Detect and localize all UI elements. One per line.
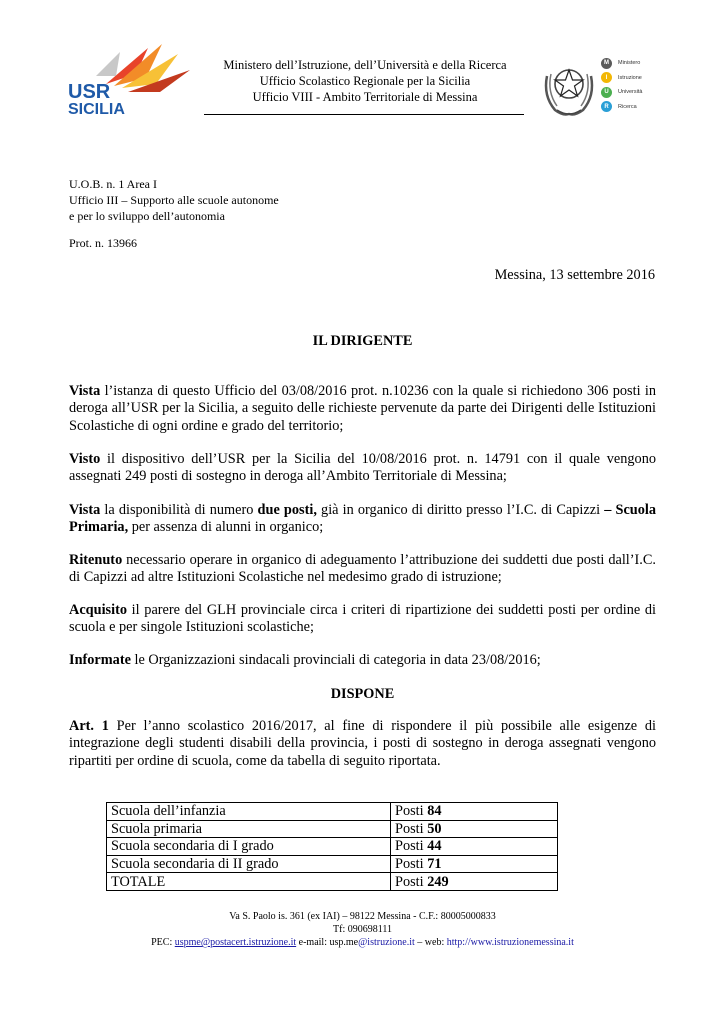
table-cell-posts	[391, 803, 558, 821]
paragraph-text: per assenza di alunni in organico;	[128, 519, 324, 536]
miur-item-universita	[601, 85, 661, 100]
header-line-regional-office: Ufficio Scolastico Regionale per la Sicilia	[259, 74, 471, 88]
miur-dot-icon: U	[601, 87, 612, 98]
paragraph-acquisito	[69, 602, 656, 637]
office-ufficio-cont: e per lo sviluppo dell’autonomia	[69, 209, 225, 223]
paragraph-text: il dispositivo dell’USR per la Sicilia del 10/08/2016 prot. n. 14791 con il quale vengono assegnati 249 posti di sostegno in deroga all’Ambito Territoriale di Messina;	[69, 451, 656, 485]
logo-text-usr: USR	[68, 81, 111, 103]
miur-label: Ricerca	[618, 103, 637, 110]
logo-text-sicilia: SICILIA	[68, 101, 125, 116]
table-cell-posts	[391, 820, 558, 838]
table-row	[107, 803, 558, 821]
office-ufficio: Ufficio III – Supporto alle scuole autonome	[69, 193, 279, 207]
website-link[interactable]: http://www.istruzionemessina.it	[446, 937, 574, 948]
paragraph-vista-disponibilita	[69, 502, 656, 537]
article-number: Art. 1	[69, 718, 109, 734]
keyword: Vista	[69, 502, 101, 518]
header-divider	[204, 114, 524, 115]
footer	[0, 910, 725, 949]
miur-item-ministero	[601, 56, 661, 71]
header-line-ministry: Ministero dell’Istruzione, dell’Università e della Ricerca	[223, 58, 507, 72]
posts-prefix: Posti	[395, 803, 428, 820]
paragraph-text: l’istanza di questo Ufficio del 03/08/2016 prot. n.10236 con la quale si richiedono 306 posti in deroga all’USR per la Sicilia, a seguito delle richieste pervenute da parte dei Dirigenti delle Istituzioni Scolastiche di ogni ordine e grado del territorio;	[69, 383, 656, 434]
posts-table	[106, 802, 558, 891]
office-uob: U.O.B. n. 1 Area I	[69, 177, 157, 191]
posts-prefix: Posti	[395, 838, 428, 855]
table-cell-posts	[391, 873, 558, 891]
emphasis: – Scuola Primaria,	[69, 502, 657, 536]
table-cell-school: Scuola dell’infanzia	[107, 803, 391, 821]
table-cell-school: Scuola primaria	[107, 820, 391, 838]
paragraph-informate	[69, 652, 656, 669]
miur-dot-icon: M	[601, 58, 612, 69]
italian-republic-emblem-icon	[541, 56, 597, 118]
table-cell-posts	[391, 855, 558, 873]
paragraph-ritenuto	[69, 552, 656, 587]
office-block	[69, 176, 389, 224]
heading-dispone: DISPONE	[330, 686, 395, 702]
posts-table-wrapper	[106, 802, 558, 891]
footer-web-label: – web:	[414, 937, 447, 948]
miur-label: Ministero	[618, 60, 641, 67]
miur-label: Università	[618, 89, 643, 96]
footer-address: Va S. Paolo is. 361 (ex IAI) – 98122 Messina - C.F.: 80005000833	[229, 911, 496, 922]
keyword: Vista	[69, 383, 101, 399]
keyword: Visto	[69, 451, 101, 467]
posts-prefix: Posti	[395, 856, 428, 873]
miur-item-istruzione	[601, 71, 661, 86]
header-line-ambito: Ufficio VIII - Ambito Territoriale di Messina	[252, 90, 478, 104]
miur-dot-icon: I	[601, 72, 612, 83]
table-cell-school: Scuola secondaria di I grado	[107, 838, 391, 856]
posts-value: 71	[427, 856, 442, 873]
paragraph-text: già in organico di diritto presso l’I.C. di Capizzi	[316, 502, 605, 518]
posts-prefix: Posti	[395, 873, 428, 890]
document-date: Messina, 13 settembre 2016	[494, 267, 655, 283]
paragraph-art-1	[69, 718, 656, 770]
keyword: Acquisito	[69, 602, 127, 618]
table-row-total	[107, 873, 558, 891]
footer-contacts	[0, 936, 725, 949]
miur-legend	[601, 56, 661, 114]
paragraph-text: Per l’anno scolastico 2016/2017, al fine di rispondere il più possibile alle esigenze di integrazione degli studenti disabili della provincia, i posti di sostegno in deroga assegnati vengono ripartiti per ordine di scuola, come da tabella di seguito riportata.	[69, 718, 657, 769]
posts-value: 44	[427, 838, 442, 855]
footer-pec-label: PEC:	[151, 937, 175, 948]
keyword: Informate	[69, 652, 131, 668]
miur-item-ricerca	[601, 100, 661, 115]
emphasis: due posti,	[257, 502, 317, 518]
paragraph-text: il parere del GLH provinciale circa i criteri di ripartizione dei suddetti posti per ordine di scuola e per singole Istituzioni scolastiche;	[69, 602, 656, 636]
table-row	[107, 855, 558, 873]
paragraph-text: le Organizzazioni sindacali provinciali di categoria in data 23/08/2016;	[130, 652, 541, 668]
table-row	[107, 820, 558, 838]
table-cell-school: TOTALE	[107, 873, 391, 891]
pec-email-link[interactable]: uspme@postacert.istruzione.it	[174, 937, 297, 948]
protocol-number: Prot. n. 13966	[69, 236, 138, 250]
posts-value: 84	[427, 803, 442, 820]
miur-label: Istruzione	[618, 74, 642, 81]
table-cell-school: Scuola secondaria di II grado	[107, 855, 391, 873]
paragraph-vista-istanza	[69, 383, 656, 435]
posts-prefix: Posti	[395, 820, 428, 837]
keyword: Ritenuto	[69, 552, 123, 568]
posts-value: 50	[427, 820, 442, 837]
table-row	[107, 838, 558, 856]
paragraph-text: la disponibilità di numero	[100, 502, 258, 518]
table-cell-posts	[391, 838, 558, 856]
footer-email-label: e-mail: usp.me	[296, 937, 359, 948]
paragraph-text: necessario operare in organico di adeguamento l’attribuzione dei suddetti due posti dall’I.C. di Capizzi ad altre Istituzioni Scolastiche nel medesimo grado di istruzione;	[69, 552, 656, 586]
posts-value: 249	[427, 873, 449, 890]
miur-dot-icon: R	[601, 101, 612, 112]
email-domain-link[interactable]: @istruzione.it	[358, 937, 415, 948]
footer-phone: Tf: 090698111	[333, 924, 392, 935]
header-institution	[195, 57, 535, 105]
usr-sicilia-logo	[66, 40, 194, 116]
title-il-dirigente: IL DIRIGENTE	[312, 333, 413, 349]
paragraph-visto-dispositivo	[69, 451, 656, 486]
